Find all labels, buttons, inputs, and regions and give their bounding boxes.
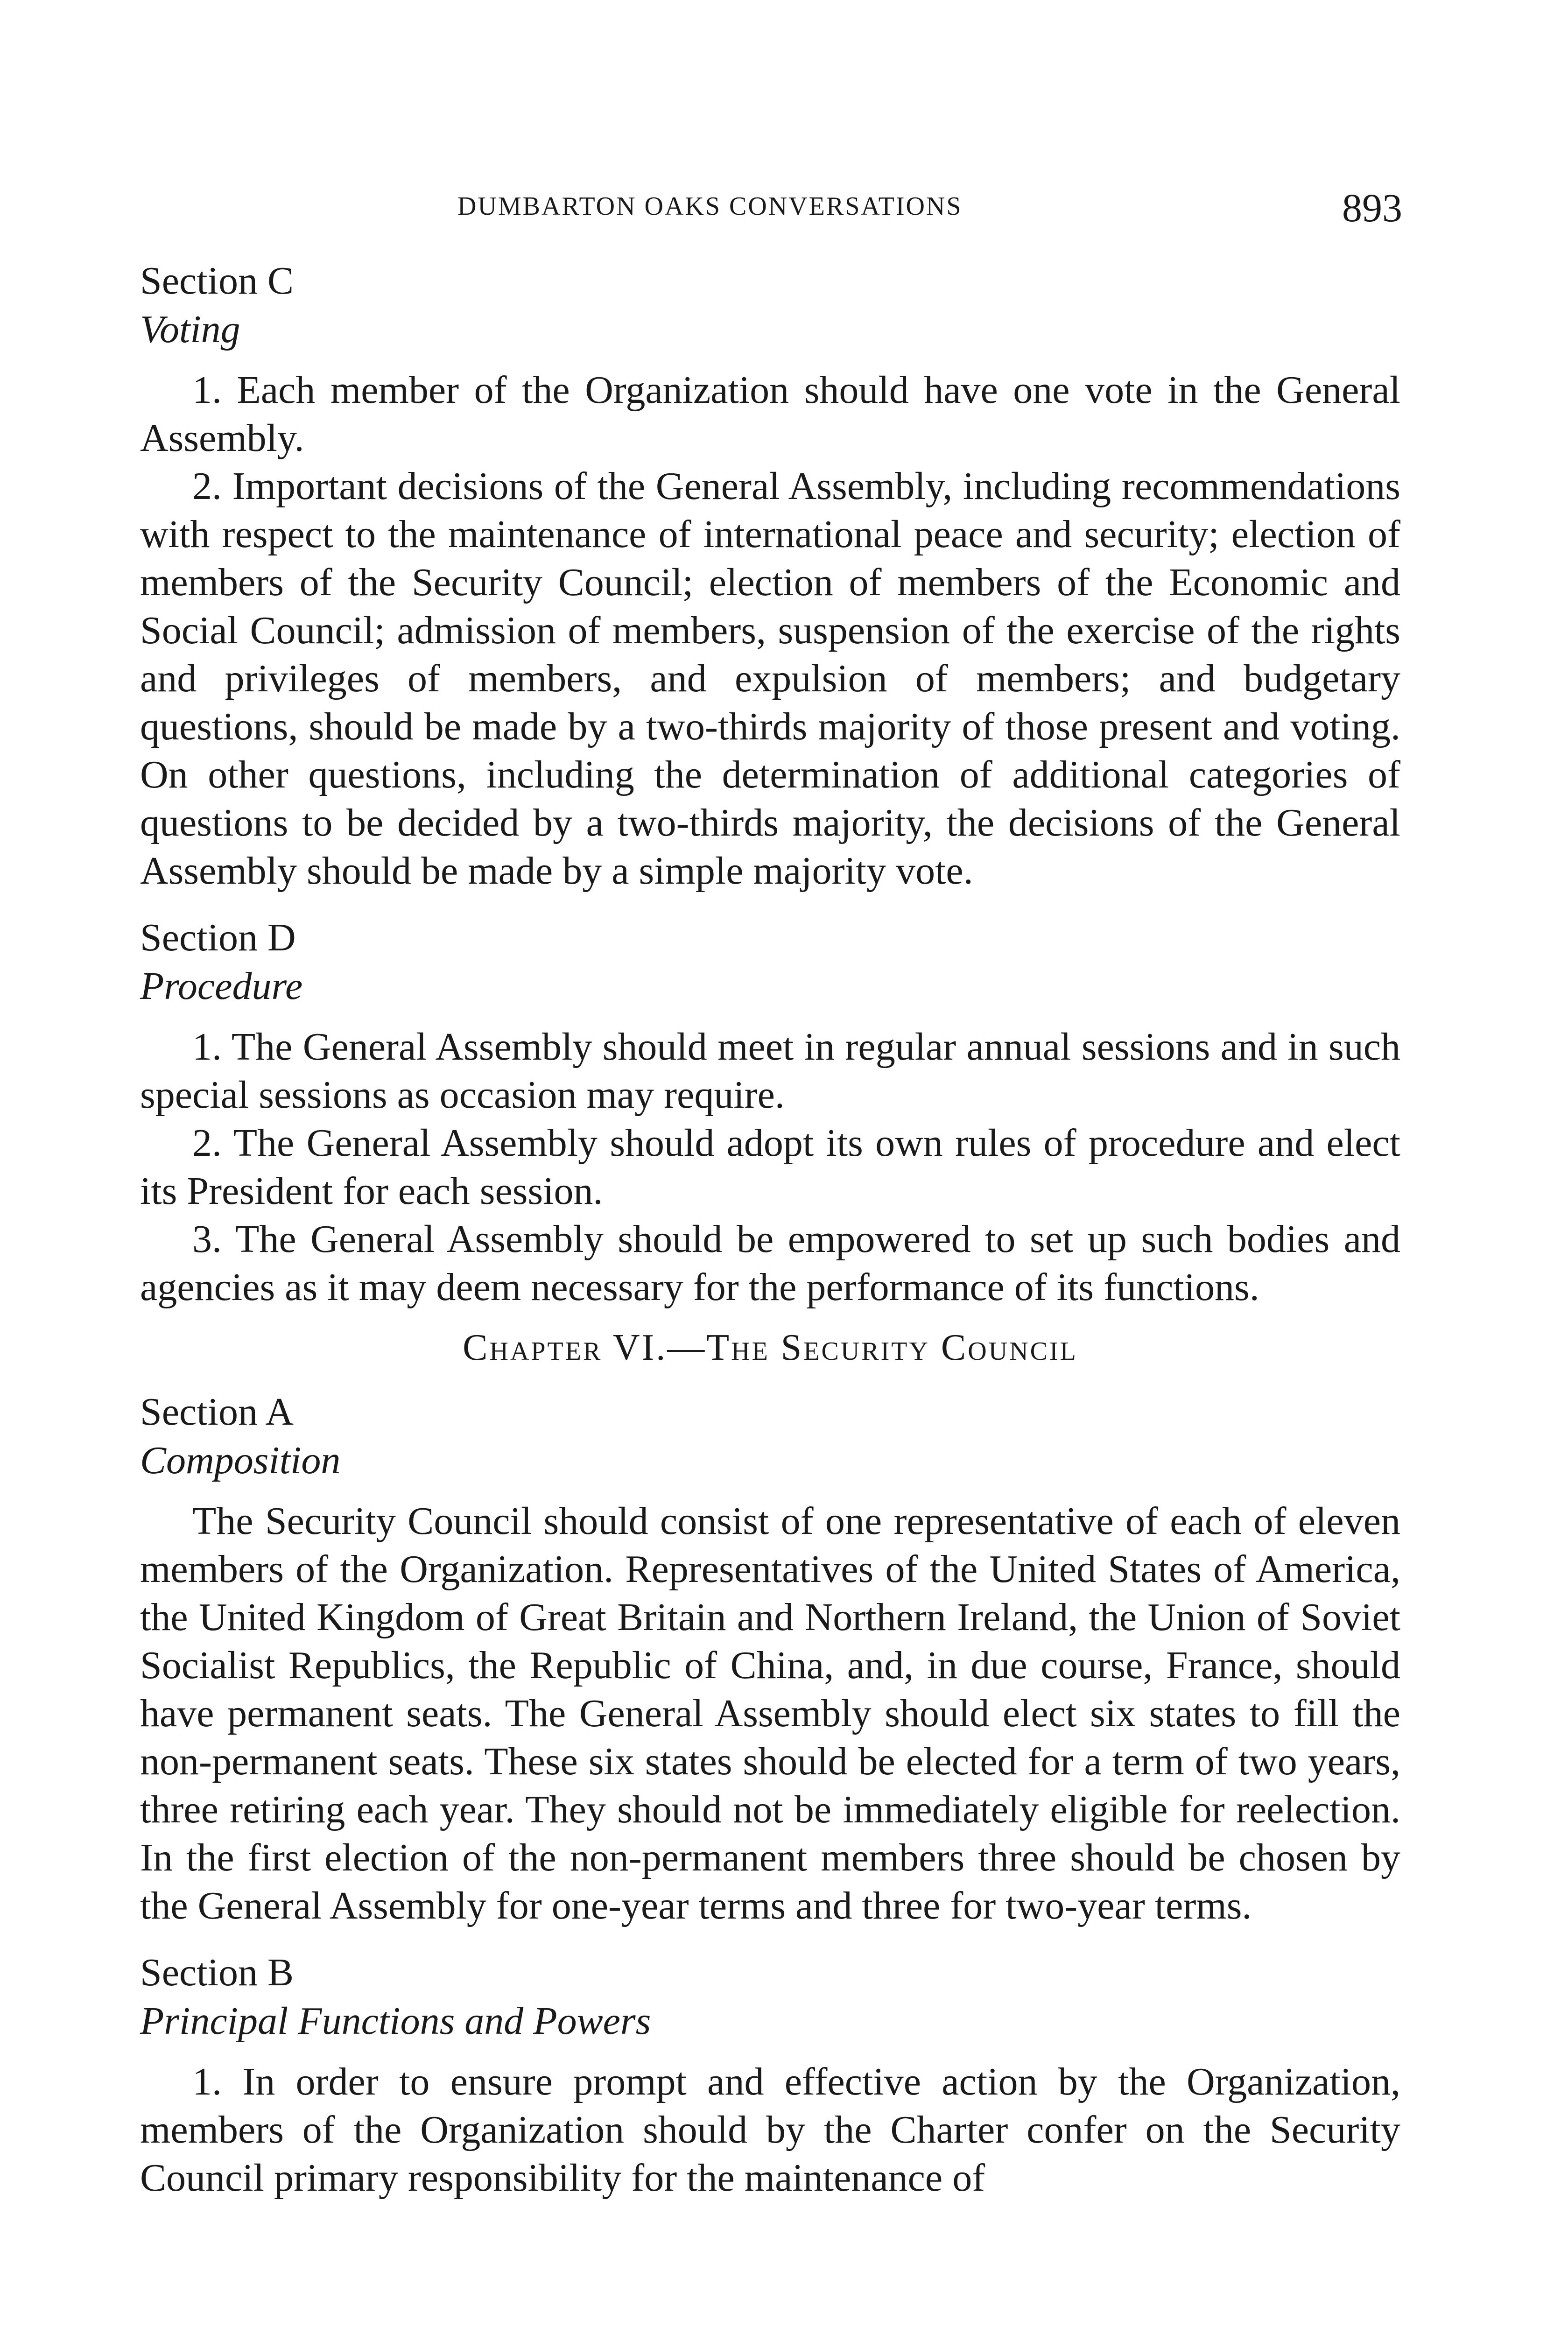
functions-paragraph-1: 1. In order to ensure prompt and effective action by the Organization, members of the Organization should by the Charter confer on the Security Council primary responsibility for the maintenance of xyxy=(140,2060,1400,2200)
procedure-paragraph-2: 2. The General Assembly should adopt its own rules of procedure and elect its President for each session. xyxy=(140,1121,1400,1213)
composition-paragraph: The Security Council should consist of one representative of each of eleven members of the Organization. Representatives of the United States of America, the United Kingdom of Great Britain and Northern Ireland, the Union of Soviet Socialist Republics, the Republic of China, and, in due course, France, should have permanent seats. The General Assembly should elect six states to fill the non-permanent seats. These six states should be elected for a term of two years, three retiring each year. They should not be immediately eligible for reelection. In the first election of the non-permanent members three should be chosen by the General Assembly for one-year terms and three for two-year terms. xyxy=(140,1499,1400,1927)
section-d-title: Procedure xyxy=(140,964,303,1008)
chapter-heading: Chapter VI.—The Security Council xyxy=(463,1327,1078,1368)
running-head: DUMBARTON OAKS CONVERSATIONS xyxy=(457,192,963,221)
section-c-heading: Section C xyxy=(140,259,294,302)
voting-paragraph-1: 1. Each member of the Organization should have one vote in the General Assembly. xyxy=(140,368,1400,460)
section-b-heading: Section B xyxy=(140,1951,294,1994)
page-number: 893 xyxy=(1342,185,1402,230)
section-a-title: Composition xyxy=(140,1439,341,1482)
voting-paragraph-2: 2. Important decisions of the General Assembly, including recommendations with respect to the maintenance of international peace and security; election of members of the Security Council; election of members of the Economic and Social Council; admission of members, suspension of the exercise of the rights and privileges of members, and expulsion of members; and budgetary questions, should be made by a two-thirds majority of those present and voting. On other questions, including the determination of additional categories of questions to be decided by a two-thirds majority, the decisions of the General Assembly should be made by a simple majority vote. xyxy=(140,464,1400,893)
procedure-paragraph-1: 1. The General Assembly should meet in regular annual sessions and in such special sessions as occasion may require. xyxy=(140,1025,1400,1117)
page-content xyxy=(140,257,1400,2202)
section-c-title: Voting xyxy=(140,308,240,351)
procedure-paragraph-3: 3. The General Assembly should be empowered to set up such bodies and agencies as it may deem necessary for the performance of its functions. xyxy=(140,1217,1400,1309)
section-d-heading: Section D xyxy=(140,916,296,959)
section-a-heading: Section A xyxy=(140,1390,294,1434)
section-b-title: Principal Functions and Powers xyxy=(140,1999,651,2043)
